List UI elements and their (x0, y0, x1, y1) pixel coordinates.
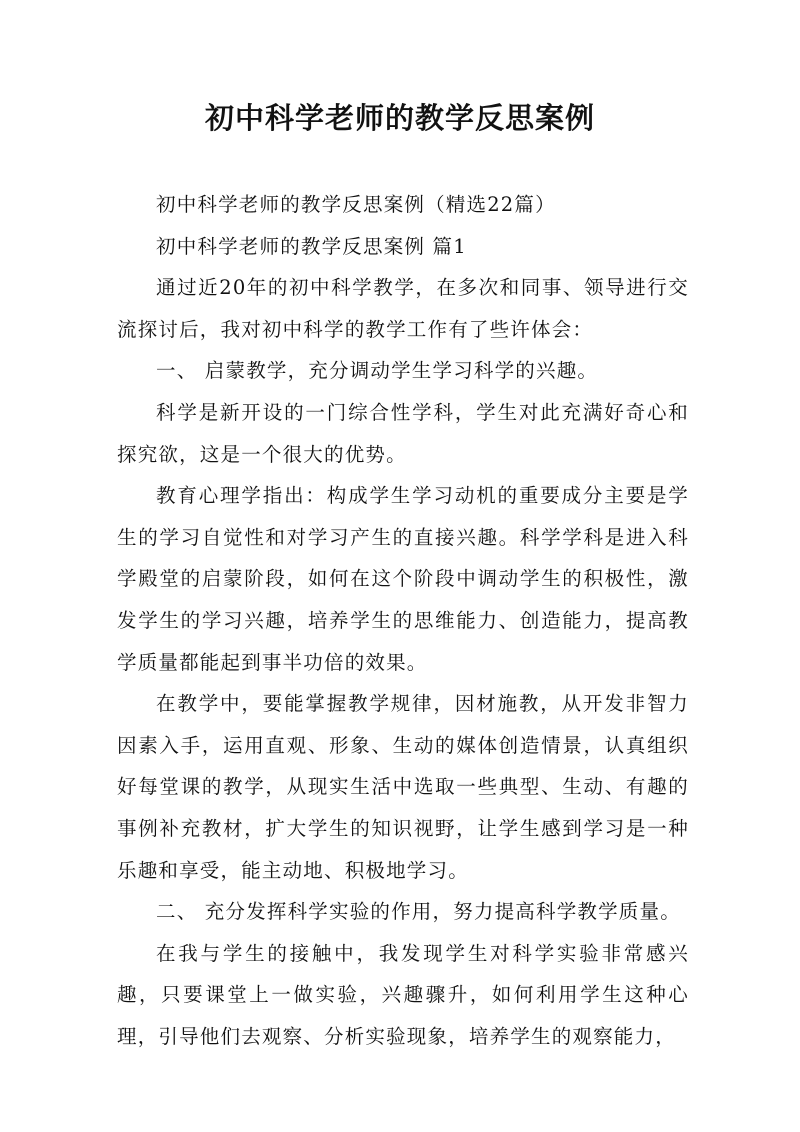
paragraph-body: 教育心理学指出：构成学生学习动机的重要成分主要是学生的学习自觉性和对学习产生的直接兴趣。科学学科是进入科学殿堂的启蒙阶段，如何在这个阶段中调动学生的积极性，激发学生的学习兴趣，培养学生的思维能力、创造能力，提高教学质量都能起到事半功倍的效果。 (117, 484, 689, 674)
paragraph-body: 在教学中，要能掌握教学规律，因材施教，从开发非智力因素入手，运用直观、形象、生动的媒体创造情景，认真组织好每堂课的教学，从现实生活中选取一些典型、生动、有趣的事例补充教材，扩大学生的知识视野，让学生感到学习是一种乐趣和享受，能主动地、积极地学习。 (117, 692, 689, 882)
paragraph-intro: 通过近20年的初中科学教学，在多次和同事、领导进行交流探讨后，我对初中科学的教学工作有了些许体会： (117, 276, 689, 341)
paragraph-body: 在我与学生的接触中，我发现学生对科学实验非常感兴趣，只要课堂上一做实验，兴趣骤升，如何利用学生这种心理，引导他们去观察、分析实验现象，培养学生的观察能力， (117, 941, 689, 1048)
document-body (117, 184, 689, 1057)
paragraph-body: 科学是新开设的一门综合性学科，学生对此充满好奇心和探究欲，这是一个很大的优势。 (117, 400, 689, 466)
paragraph-subtitle: 初中科学老师的教学反思案例（精选22篇） (156, 193, 556, 216)
document-title: 初中科学老师的教学反思案例 (204, 101, 595, 135)
paragraph-point-one: 一、 启蒙教学，充分调动学生学习科学的兴趣。 (156, 359, 599, 383)
paragraph-section-heading: 初中科学老师的教学反思案例 篇1 (156, 234, 467, 258)
paragraph-point-two: 二、 充分发挥科学实验的作用，努力提高科学教学质量。 (156, 900, 681, 924)
